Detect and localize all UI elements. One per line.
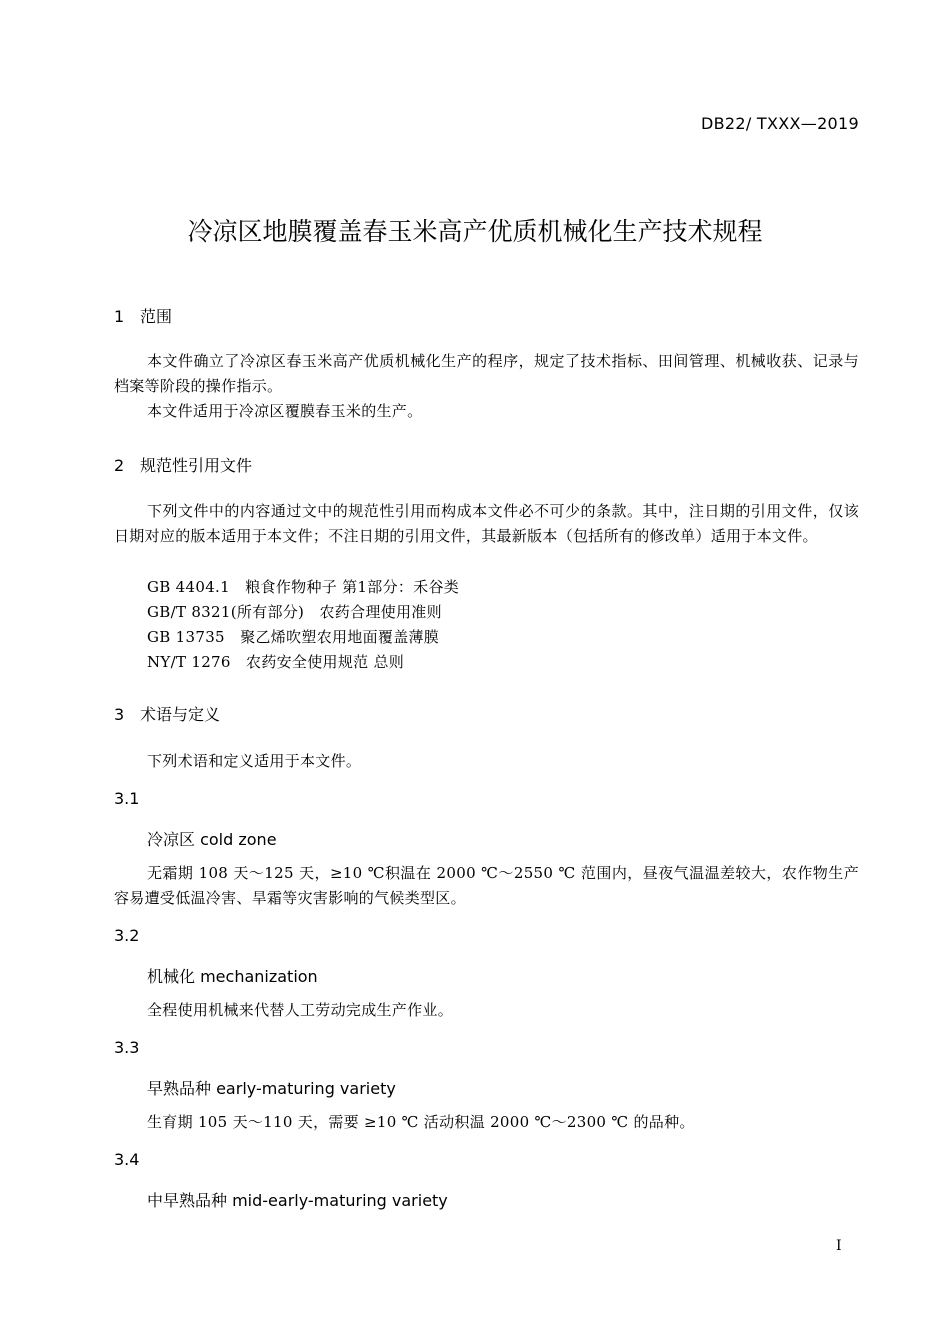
section-1-paragraph-2: 本文件适用于冷凉区覆膜春玉米的生产。	[147, 402, 423, 420]
section-2-paragraph-1: 下列文件中的内容通过文中的规范性引用而构成本文件必不可少的条款。其中，注日期的引用文件，仅该日期对应的版本适用于本文件；不注日期的引用文件，其最新版本（包括所有的修改单）适用于本文件。	[114, 502, 859, 545]
term-number: 3.3	[114, 1038, 140, 1057]
section-2-heading	[114, 453, 252, 476]
section-3-paragraph-1: 下列术语和定义适用于本文件。	[147, 752, 362, 770]
term-number: 3.4	[114, 1150, 140, 1169]
term-name: 中早熟品种 mid-early-maturing variety	[147, 1191, 448, 1210]
reference-item: GB 4404.1 粮食作物种子 第1部分：禾谷类	[147, 578, 460, 596]
reference-item: NY/T 1276 农药安全使用规范 总则	[147, 653, 405, 671]
term-definition: 全程使用机械来代替人工劳动完成生产作业。	[147, 1001, 454, 1019]
term-name: 冷凉区 cold zone	[147, 830, 277, 849]
reference-item: GB 13735 聚乙烯吹塑农用地面覆盖薄膜	[147, 628, 440, 646]
section-number: 3	[114, 705, 125, 724]
section-1-paragraph-1: 本文件确立了冷凉区春玉米高产优质机械化生产的程序，规定了技术指标、田间管理、机械收获、记录与档案等阶段的操作指示。	[114, 352, 859, 395]
term-number: 3.2	[114, 926, 140, 945]
section-number: 1	[114, 307, 125, 326]
document-title: 冷凉区地膜覆盖春玉米高产优质机械化生产技术规程	[187, 217, 763, 246]
section-title: 范围	[140, 307, 173, 326]
term-definition: 生育期 105 天～110 天，需要 ≥10 ℃ 活动积温 2000 ℃～2300 ℃ 的品种。	[147, 1113, 695, 1131]
term-name: 早熟品种 early-maturing variety	[147, 1079, 396, 1098]
section-3-heading	[114, 702, 220, 725]
reference-item: GB/T 8321(所有部分) 农药合理使用准则	[147, 603, 442, 621]
section-number: 2	[114, 456, 125, 475]
page-number: I	[836, 1238, 842, 1254]
term-definition: 无霜期 108 天～125 天，≥10 ℃积温在 2000 ℃～2550 ℃ 范围内，昼夜气温温差较大，农作物生产容易遭受低温冷害、旱霜等灾害影响的气候类型区。	[114, 864, 859, 907]
section-1-heading	[114, 304, 172, 327]
section-title: 规范性引用文件	[140, 456, 253, 475]
section-title: 术语与定义	[140, 705, 221, 724]
term-name: 机械化 mechanization	[147, 967, 318, 986]
standard-code: DB22/ TXXX—2019	[700, 114, 859, 133]
term-number: 3.1	[114, 789, 140, 808]
